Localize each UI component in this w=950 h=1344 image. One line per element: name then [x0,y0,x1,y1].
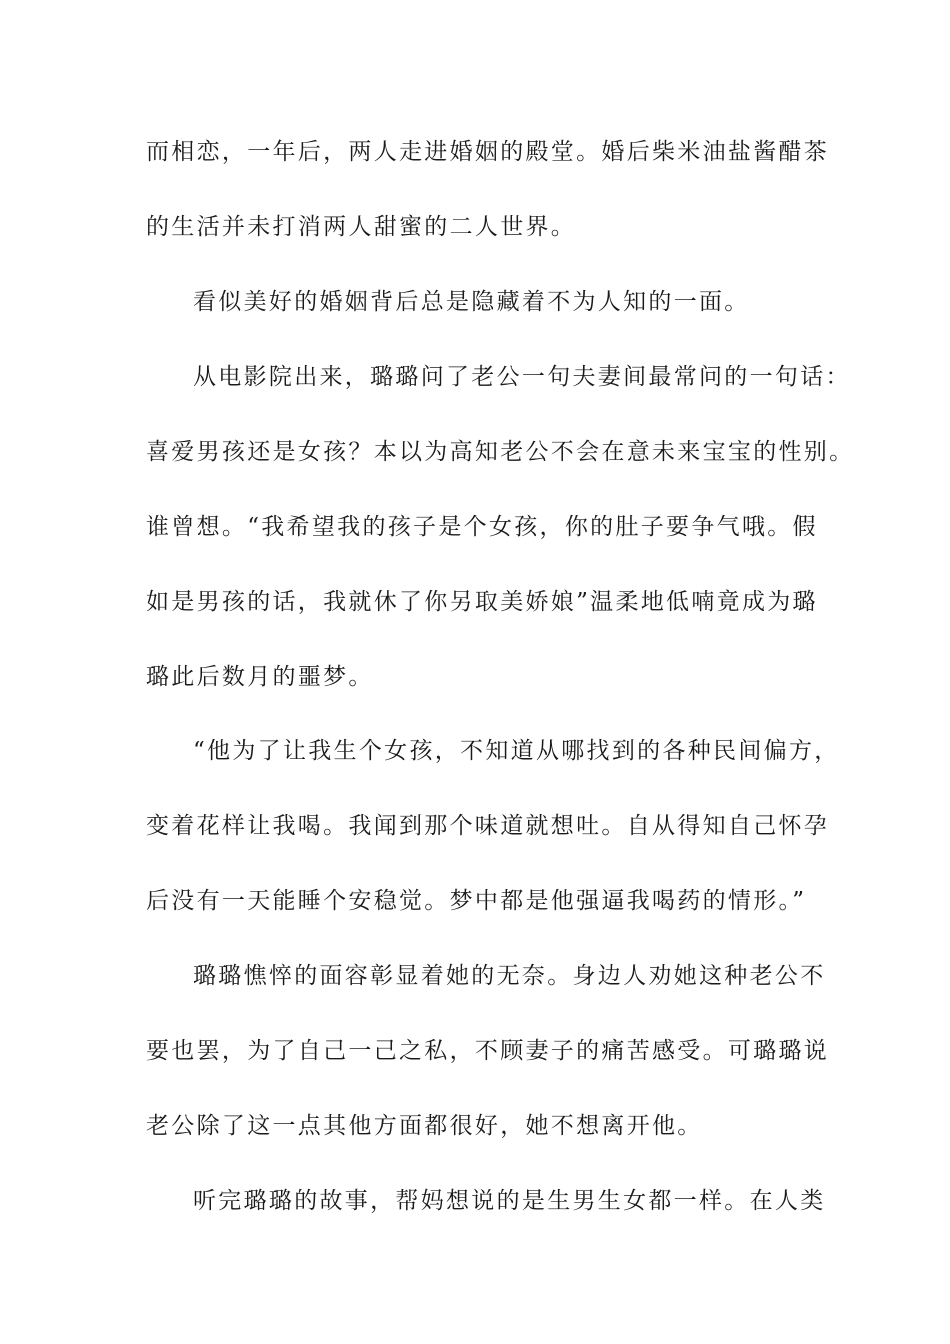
text-line-3: 看似美好的婚姻背后总是隐藏着不为人知的一面。 [193,289,750,315]
text-line-9: “他为了让我生个女孩，不知道从哪找到的各种民间偏方， [193,738,840,764]
text-line-7: 如是男孩的话，我就休了你另取美娇娘”温柔地低喃竟成为璐 [146,589,818,615]
text-line-12: 璐璐憔悴的面容彰显着她的无奈。身边人劝她这种老公不 [193,963,826,989]
text-line-14: 老公除了这一点其他方面都很好，她不想离开他。 [146,1113,703,1139]
text-line-2: 的生活并未打消两人甜蜜的二人世界。 [146,214,577,240]
text-line-11: 后没有一天能睡个安稳觉。梦中都是他强逼我喝药的情形。” [146,888,807,914]
text-line-13: 要也罢，为了自己一己之私，不顾妻子的痛苦感受。可璐璐说 [146,1038,830,1064]
text-line-6: 谁曾想。“我希望我的孩子是个女孩，你的肚子要争气哦。假 [146,514,818,540]
text-line-5: 喜爱男孩还是女孩？本以为高知老公不会在意未来宝宝的性别。 [146,439,855,465]
text-line-10: 变着花样让我喝。我闻到那个味道就想吐。自从得知自己怀孕 [146,813,830,839]
text-line-1: 而相恋，一年后，两人走进婚姻的殿堂。婚后柴米油盐酱醋茶 [146,139,830,165]
text-line-4: 从电影院出来，璐璐问了老公一句夫妻间最常问的一句话： [193,364,851,390]
text-line-15: 听完璐璐的故事，帮妈想说的是生男生女都一样。在人类 [193,1188,826,1214]
text-line-8: 璐此后数月的噩梦。 [146,664,374,690]
